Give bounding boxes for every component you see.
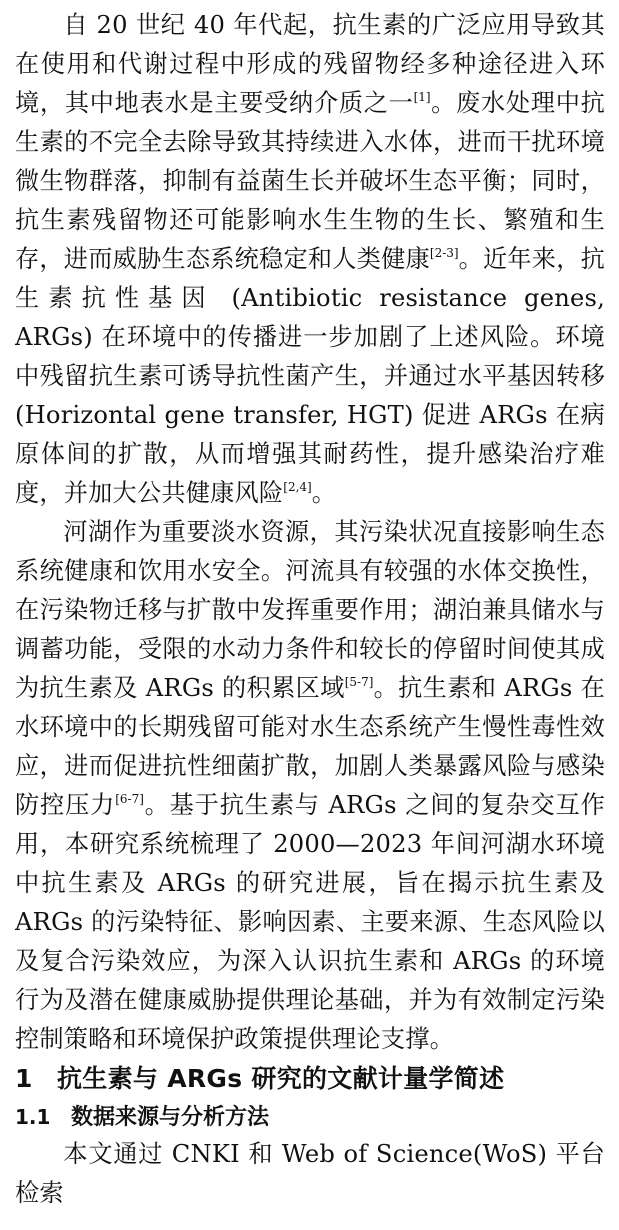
text-run: 河湖作为重要淡水资源，其污染状况直接影响生态系统健康和饮用水安全。河流具有较强的水体交换性，在污染物迁移与扩散中发挥重要作用；湖泊兼具储水与调蓄功能，受限的水动力条件和较长的停留时间使其成为抗生素及 ARGs 的积累区域 xyxy=(15,518,605,702)
citation-ref: [2-3] xyxy=(429,246,459,260)
text-run: 自 20 世纪 40 年代起，抗生素的广泛应用导致其在使用和代谢过程中形成的残留物经多种途径进入环境，其中地表水是主要受纳介质之一 xyxy=(15,11,605,117)
citation-ref: [1] xyxy=(413,90,431,104)
text-run: 。废水处理中抗生素的不完全去除导致其持续进入水体，进而干扰环境微生物群落，抑制有益菌生长并破坏生态平衡；同时，抗生素残留物还可能影响水生生物的生长、繁殖和生存，进而威胁生态系统稳定和人类健康 xyxy=(15,89,605,273)
article-page xyxy=(15,6,605,1213)
citation-ref: [2,4] xyxy=(283,480,312,494)
section-number: 1 xyxy=(15,1064,33,1093)
text-run: 。近年来，抗生素抗性基因 (Antibiotic resistance genes, ARGs) 在环境中的传播进一步加剧了上述风险。环境中残留抗生素可诱导抗性菌产生，并通过水平基因转移 (Horizontal gene transfer, HGT) 促进 ARGs 在病原体间的扩散，从而增强其耐药性，提升感染治疗难度，并加大公共健康风险 xyxy=(15,245,606,507)
paragraph-method-start: 本文通过 CNKI 和 Web of Science(WoS) 平台检索 xyxy=(15,1140,605,1207)
subsection-heading xyxy=(15,1099,605,1135)
subsection-number: 1.1 xyxy=(15,1105,51,1129)
paragraph-intro-2 xyxy=(15,513,605,1059)
text-run: 。 xyxy=(311,479,337,507)
citation-ref: [5-7] xyxy=(344,675,374,689)
section-heading xyxy=(15,1059,605,1099)
citation-ref: [6-7] xyxy=(115,792,144,806)
paragraph-intro-1 xyxy=(15,6,605,513)
text-run: 。抗生素和 ARGs 在水环境中的长期残留可能对水生态系统产生慢性毒性效应，进而促进抗性细菌扩散，加剧人类暴露风险与感染防控压力 xyxy=(15,674,605,819)
subsection-title: 数据来源与分析方法 xyxy=(71,1104,270,1130)
section-title: 抗生素与 ARGs 研究的文献计量学简述 xyxy=(57,1064,505,1093)
text-run: 。基于抗生素与 ARGs 之间的复杂交互作用，本研究系统梳理了 2000—2023 年间河湖水环境中抗生素及 ARGs 的研究进展，旨在揭示抗生素及 ARGs 的污染特征、影响因素、主要来源、生态风险以及复合污染效应，为深入认识抗生素和 ARGs 的环境行为及潜在健康威胁提供理论基础，并为有效制定污染控制策略和环境保护政策提供理论支撑。 xyxy=(15,791,605,1053)
